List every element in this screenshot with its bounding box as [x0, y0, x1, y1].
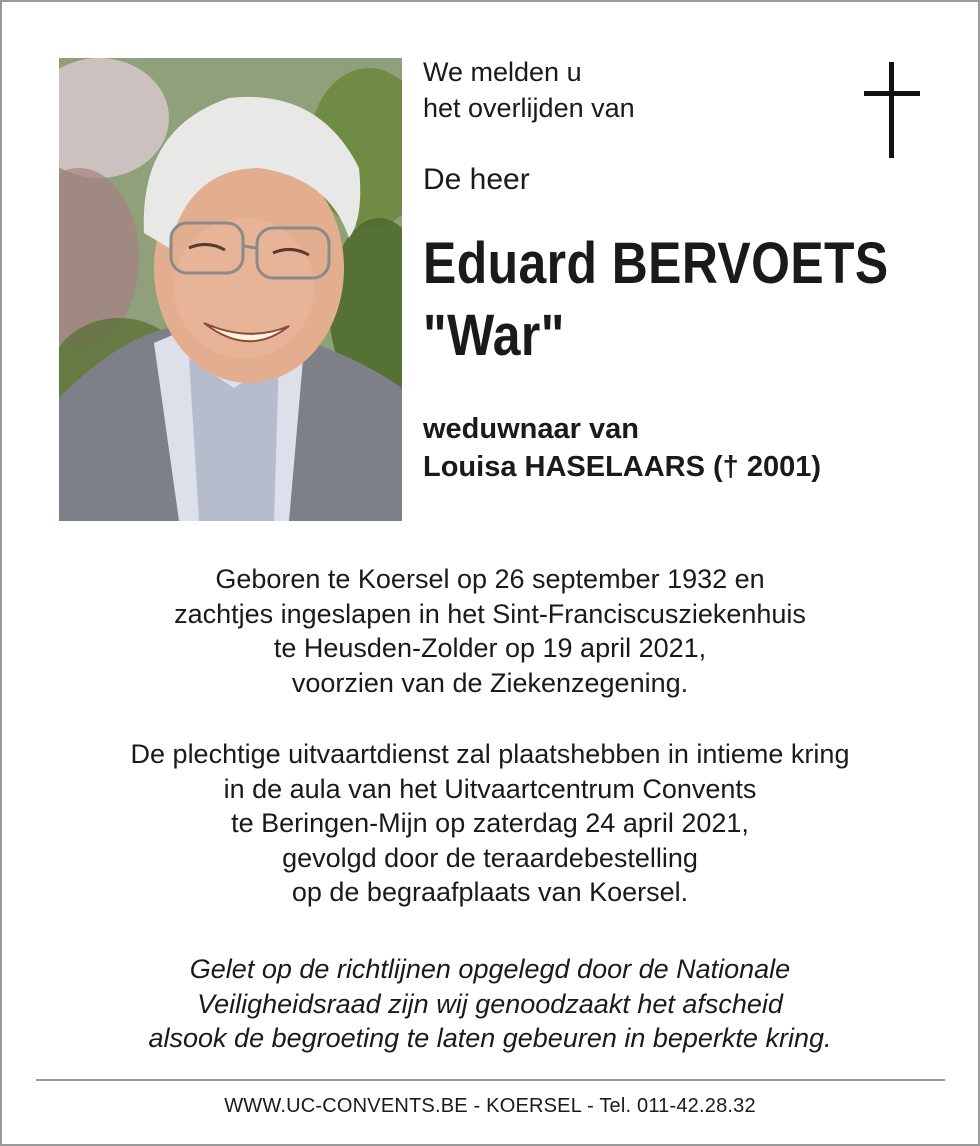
- intro-line-2: het overlijden van: [423, 93, 635, 123]
- birth-line: zachtjes ingeslapen in het Sint-Franciscusziekenhuis: [174, 598, 806, 629]
- cross-icon: [862, 62, 922, 158]
- notice-paragraph: [40, 952, 940, 1056]
- birth-line: Geboren te Koersel op 26 september 1932 en: [215, 564, 765, 594]
- service-line: te Beringen-Mijn op zaterdag 24 april 2021,: [231, 808, 749, 838]
- birth-line: te Heusden-Zolder op 19 april 2021,: [273, 633, 707, 663]
- service-paragraph: [40, 737, 940, 910]
- service-line: op de begraafplaats van Koersel.: [291, 877, 689, 907]
- intro-text: [423, 54, 635, 126]
- portrait-photo: [59, 58, 402, 521]
- intro-line-1: We melden u: [423, 57, 582, 87]
- footer-divider: [36, 1079, 945, 1081]
- footer-contact: WWW.UC-CONVENTS.BE - KOERSEL - Tel. 011-42.28.32: [224, 1095, 756, 1117]
- deceased-full-name: Eduard BERVOETS: [423, 231, 889, 296]
- service-line: in de aula van het Uitvaartcentrum Convents: [223, 773, 757, 804]
- birth-paragraph: [40, 562, 940, 700]
- widower-line-1: weduwnaar van: [423, 413, 639, 445]
- service-line: gevolgd door de teraardebestelling: [282, 842, 698, 873]
- deceased-name: [423, 228, 889, 372]
- salutation: De heer: [423, 163, 530, 196]
- widower-line-2: Louisa HASELAARS († 2001): [423, 451, 822, 483]
- notice-line: Gelet op de richtlijnen opgelegd door de Nationale: [189, 954, 791, 984]
- deceased-nickname: "War": [423, 303, 565, 368]
- birth-line: voorzien van de Ziekenzegening.: [291, 667, 689, 698]
- service-line: De plechtige uitvaartdienst zal plaatshebben in intieme kring: [130, 739, 850, 769]
- widower-text: [423, 410, 821, 486]
- notice-line: Veiligheidsraad zijn wij genoodzaakt het afscheid: [197, 988, 783, 1019]
- notice-line: alsook de begroeting te laten gebeuren in beperkte kring.: [148, 1023, 832, 1053]
